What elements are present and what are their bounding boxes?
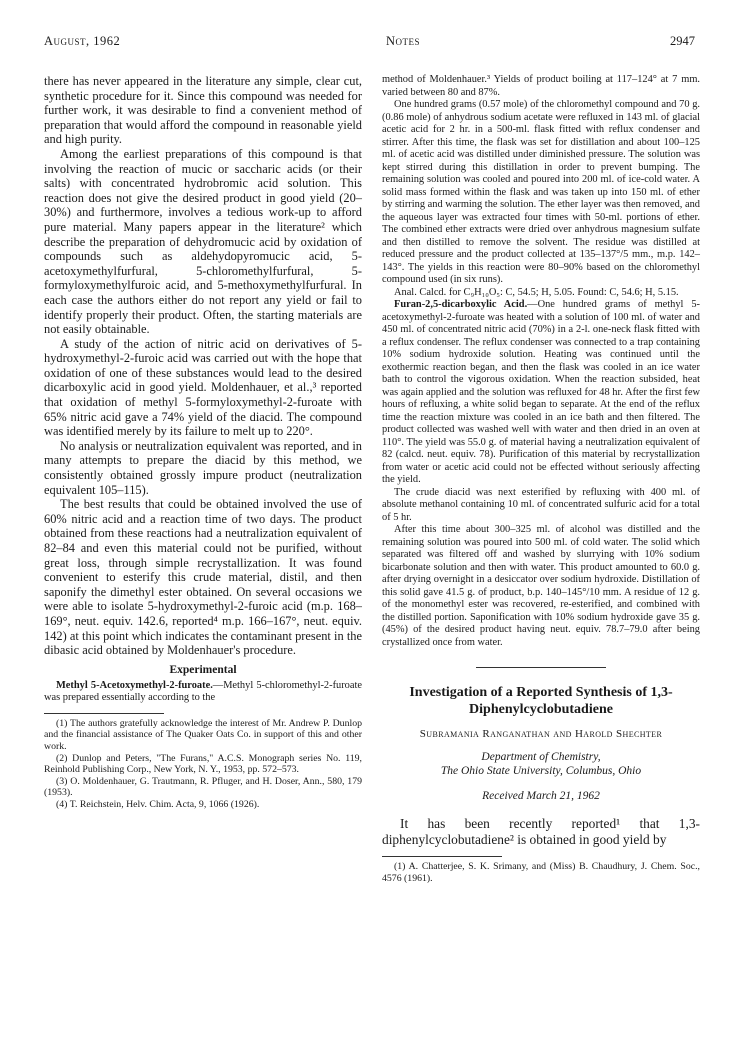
footnote: (1) A. Chatterjee, S. K. Srimany, and (Miss) B. Chaudhury, J. Chem. Soc., 4576 (1961). xyxy=(382,861,700,884)
paragraph: there has never appeared in the literature any simple, clear cut, synthetic procedure for it. Since this compound was needed for further work, it was desirable to find a convenient method of preparation that would afford the compound in reasonable yield and high purity. xyxy=(44,74,362,147)
left-column xyxy=(44,74,362,811)
footnote: (1) The authors gratefully acknowledge the interest of Mr. Andrew P. Dunlop and the financial assistance of The Quaker Oats Co. in support of this and other work. xyxy=(44,717,362,752)
article-title: Investigation of a Reported Synthesis of 1,3-Diphenylcyclobutadiene xyxy=(409,685,673,717)
article-divider xyxy=(476,667,606,668)
paragraph: After this time about 300–325 ml. of alcohol was distilled and the remaining solution was poured into 500 ml. of cold water. The solid which separated was filtered off and washed by slurrying with 10% sodium bicarbonate solution and then with water. This product amounted to 60.0 g. after drying overnight in a desiccator over sodium hydroxide. Distillation of this solid gave 41.5 g. of product, b.p. 140–145°/10 mm. A residue of 12 g. of the monomethyl ester was recovered, re-esterified, and combined with the distilled portion. Saponification with 10% sodium hydroxide gave 35 g. (45%) of the desired product having neut. equiv. 78.7–79.0 after being crystallized once from water. xyxy=(382,524,700,648)
experimental-paragraph xyxy=(44,680,362,705)
header-section: Notes xyxy=(386,34,421,48)
footnote: (2) Dunlop and Peters, "The Furans," A.C.S. Monograph series No. 119, Reinhold Publishing Corp., New York, N. Y., 1953, pp. 572–573. xyxy=(44,752,362,776)
footnote-rule xyxy=(44,713,164,714)
intro-paragraph: It has been recently reported¹ that 1,3-diphenylcyclobutadiene² is obtained in good yield by xyxy=(382,816,700,847)
paragraph-text: —One hundred grams of methyl 5-acetoxymethyl-2-furoate was heated with a solution of 100 ml. of water and 450 ml. of concentrated nitric acid (70%) in a 2-l. one-neck flask fitted with a reflux condenser. The reflux condenser was connected to a trap containing 10% sodium hydroxide solution. Heating was continued until the exothermic reaction began, and then the flask was cooled in an ice water bath to control the vigorous oxidation. When the reaction subsided, heat was again applied and the solution was refluxed for 48 hr. After the first few hours of refluxing, a white solid began to separate. At the end of the reflux time the reaction mixture was cooled in an ice bath and then filtered. The product collected was washed well with water and then dried in an oven at 110°. The yield was 55.0 g. of material having a neutralization equivalent of 82 (calcd. neut. equiv. 78). Purification of this material by recrystallization from water or acetic acid could not be effected without seriously affecting the yield. xyxy=(382,299,700,485)
affiliation-university: The Ohio State University, Columbus, Ohio xyxy=(440,765,642,777)
running-header xyxy=(44,34,695,52)
paragraph: A study of the action of nitric acid on derivatives of 5-hydroxymethyl-2-furoic acid was carried out with the hope that oxidation of one of these substances would lead to the desired dicarboxylic acid in good yield. Moldenhauer, et al.,³ reported that oxidation of methyl 5-formyloxymethyl-2-furoate with 65% nitric acid gave a 74% yield of the diacid. The compound was identified merely by its failure to melt up to 220°. xyxy=(44,336,362,439)
affiliation-department: Department of Chemistry, xyxy=(481,751,601,763)
paragraph: One hundred grams (0.57 mole) of the chloromethyl compound and 70 g. (0.86 mole) of anhydrous sodium acetate were refluxed in 143 ml. of glacial acetic acid for 2 hr. in a 500-ml. flask fitted with reflux condenser and stirrer. After this time, the flask was set for distillation and about 100–125 ml. of acetic acid was distilled under diminished pressure. The solution was kept stirred during this distillation in order to prevent bumping. The remaining solution was cooled and poured into 200 ml. of ice-cold water. A solid mass formed within the flask and was taken up into 150 ml. of ether by stirring and warming the solution. The ether layer was then removed, and the aqueous layer was extracted four times with 50-ml. portions of ether. The combined ether extracts were dried over anhydrous magnesium sulfate and then distilled to remove the solvent. The residue was distilled at reduced pressure and the product collected at 135–137°/5 mm., m.p. 142–143°. The yields in this reaction were 80–90% based on the chloromethyl compound used (in six runs). xyxy=(382,99,700,285)
paragraph: method of Moldenhauer.³ Yields of product boiling at 117–124° at 7 mm. varied between 80 and 87%. xyxy=(382,74,700,98)
footnote: (3) O. Moldenhauer, G. Trautmann, R. Pfluger, and H. Doser, Ann., 580, 179 (1953). xyxy=(44,775,362,799)
paragraph: The crude diacid was next esterified by refluxing with 400 ml. of absolute methanol containing 10 ml. of concentrated sulfuric acid for a total of 5 hr. xyxy=(382,486,700,523)
right-column xyxy=(382,74,700,884)
paragraph xyxy=(382,299,700,487)
run-in-title: Furan-2,5-dicarboxylic Acid. xyxy=(394,299,528,310)
experimental-text: —Methyl 5-chloromethyl-2-furoate was prepared essentially according to the xyxy=(44,679,362,704)
received-date: Received March 21, 1962 xyxy=(482,790,600,802)
footnote-rule xyxy=(382,856,502,857)
analysis-line: Anal. Calcd. for C₉H₁₀O₅: C, 54.5; H, 5.05. Found: C, 54.6; H, 5.15. xyxy=(394,286,679,298)
page-number: 2947 xyxy=(670,34,695,48)
run-in-title: Methyl 5-Acetoxymethyl-2-furoate. xyxy=(56,679,213,691)
paragraph: Among the earliest preparations of this compound is that involving the reaction of mucic or saccharic acids (or their salts) with concentrated hydrobromic acid solution. This reaction does not give the desired product in good yield (20–30%) and furthermore, involves a tedious work-up to afford pure material. Many papers appear in the literature² which describe the preparation of dehydromucic acid by oxidation of compounds such as aldehydopyromucic acid, 5-acetoxymethylfurfural, 5-chloromethylfurfural, 5-formyloxymethylfuroic acid, and 5-methoxymethylfurfural. In each case the authors either do not report any yield or fail to identify properly their product. Often, the starting materials are not easily obtainable. xyxy=(44,146,362,337)
experimental-heading: Experimental xyxy=(169,663,237,676)
authors: Subramania Ranganathan and Harold Shechter xyxy=(419,728,663,740)
footnote: (4) T. Reichstein, Helv. Chim. Acta, 9, 1066 (1926). xyxy=(56,798,260,810)
paragraph: The best results that could be obtained involved the use of 60% nitric acid and a reaction time of two days. The product obtained from these reactions had a neutralization equivalent of 82–84 and even this material could not be purified, without great loss, through simple recrystallization. It was found convenient to esterify this crude material, distil, and then saponify the dimethyl ester obtained. On several occasions we were able to isolate 5-hydroxymethyl-2-furoic acid (m.p. 168–169°, neut. equiv. 142.6, reported⁴ m.p. 166–167°, neut. equiv. 142) at this point which indicates the contaminant present in the dibasic acid obtained by Moldenhauer's procedure. xyxy=(44,497,362,658)
paragraph: No analysis or neutralization equivalent was reported, and in many attempts to prepare the diacid by this method, we consistently obtained grossly impure product (neutralization equivalent 105–115). xyxy=(44,438,362,497)
header-date: August, 1962 xyxy=(44,34,121,48)
